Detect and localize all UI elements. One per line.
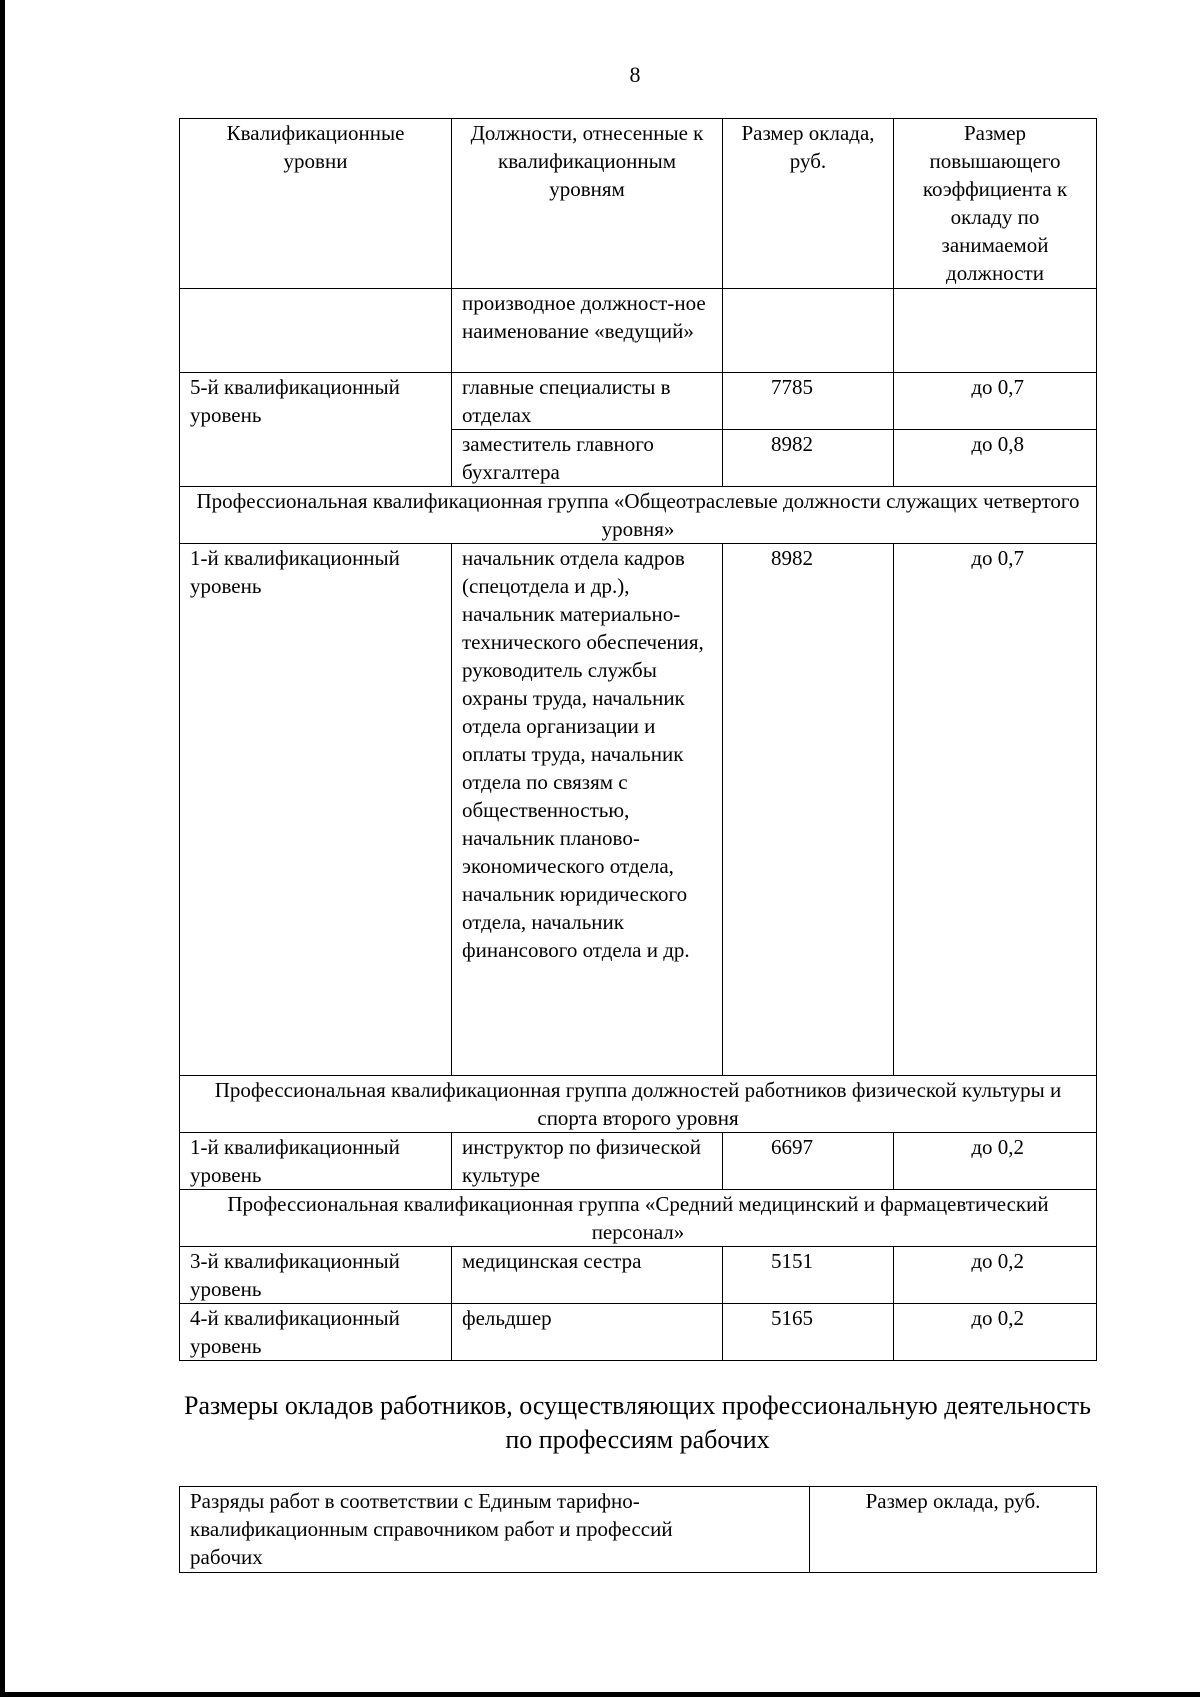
header-qualification-levels: Квалификационные уровни (180, 119, 452, 289)
group-heading: Профессиональная квалификационная группа «Общеотраслевые должности служащих четвертого уровня» (180, 487, 1097, 544)
header-salary: Размер оклада, руб. (723, 119, 894, 289)
table-row (180, 1247, 1097, 1304)
table-row (180, 373, 1097, 430)
header-salary: Размер оклада, руб. (810, 1487, 1097, 1573)
table-row (180, 544, 1097, 1076)
level-cell: 4-й квалификационный уровень (180, 1304, 452, 1361)
coefficient-cell: до 0,8 (894, 430, 1097, 487)
section-heading: Размеры окладов работников, осуществляющих профессиональную деятельность по профессиям рабочих (184, 1391, 1091, 1454)
scan-edge-left (0, 0, 5, 1697)
salary-cell: 5151 (723, 1247, 894, 1304)
scan-edge-bottom (0, 1692, 1200, 1697)
group-heading-row (180, 487, 1097, 544)
table-row (180, 1133, 1097, 1190)
position-cell: медицинская сестра (452, 1247, 723, 1304)
salary-cell: 7785 (723, 373, 894, 430)
level-cell (180, 289, 452, 373)
table-header-row (180, 119, 1097, 289)
coefficient-cell: до 0,2 (894, 1304, 1097, 1361)
position-cell: фельдшер (452, 1304, 723, 1361)
salary-cell: 8982 (723, 544, 894, 1076)
header-work-grades: Разряды работ в соответствии с Единым тарифно-квалификационным справочником работ и профессий рабочих (180, 1487, 810, 1573)
header-positions: Должности, отнесенные к квалификационным уровням (452, 119, 723, 289)
group-heading: Профессиональная квалификационная группа «Средний медицинский и фармацевтический персонал» (180, 1190, 1097, 1247)
salary-table (179, 118, 1097, 1361)
level-cell: 3-й квалификационный уровень (180, 1247, 452, 1304)
position-cell: производное должност-ное наименование «ведущий» (452, 289, 723, 373)
position-cell: инструктор по физической культуре (452, 1133, 723, 1190)
workers-salary-table (179, 1486, 1097, 1573)
coefficient-cell: до 0,2 (894, 1133, 1097, 1190)
coefficient-cell: до 0,7 (894, 544, 1097, 1076)
salary-cell (723, 289, 894, 373)
coefficient-cell: до 0,2 (894, 1247, 1097, 1304)
table-row (180, 1304, 1097, 1361)
header-coefficient: Размер повышающего коэффициента к окладу по занимаемой должности (894, 119, 1097, 289)
level-cell: 1-й квалификационный уровень (180, 1133, 452, 1190)
coefficient-cell: до 0,7 (894, 373, 1097, 430)
salary-cell: 6697 (723, 1133, 894, 1190)
level-cell: 5-й квалификационный уровень (180, 373, 452, 487)
table-header-row (180, 1487, 1097, 1573)
coefficient-cell (894, 289, 1097, 373)
salary-cell: 8982 (723, 430, 894, 487)
position-cell: начальник отдела кадров (спецотдела и др.), начальник материально-технического обеспечения, руководитель службы охраны труда, начальник отдела организации и оплаты труда, начальник отдела по связям с общественностью, начальник планово-экономического отдела, начальник юридического отдела, начальник финансового отдела и др. (452, 544, 723, 1076)
group-heading-row (180, 1190, 1097, 1247)
group-heading: Профессиональная квалификационная группа должностей работников физической культуры и спорта второго уровня (180, 1076, 1097, 1133)
group-heading-row (180, 1076, 1097, 1133)
table-row (180, 289, 1097, 373)
salary-cell: 5165 (723, 1304, 894, 1361)
position-cell: заместитель главного бухгалтера (452, 430, 723, 487)
page-number: 8 (629, 62, 641, 87)
level-cell: 1-й квалификационный уровень (180, 544, 452, 1076)
position-cell: главные специалисты в отделах (452, 373, 723, 430)
